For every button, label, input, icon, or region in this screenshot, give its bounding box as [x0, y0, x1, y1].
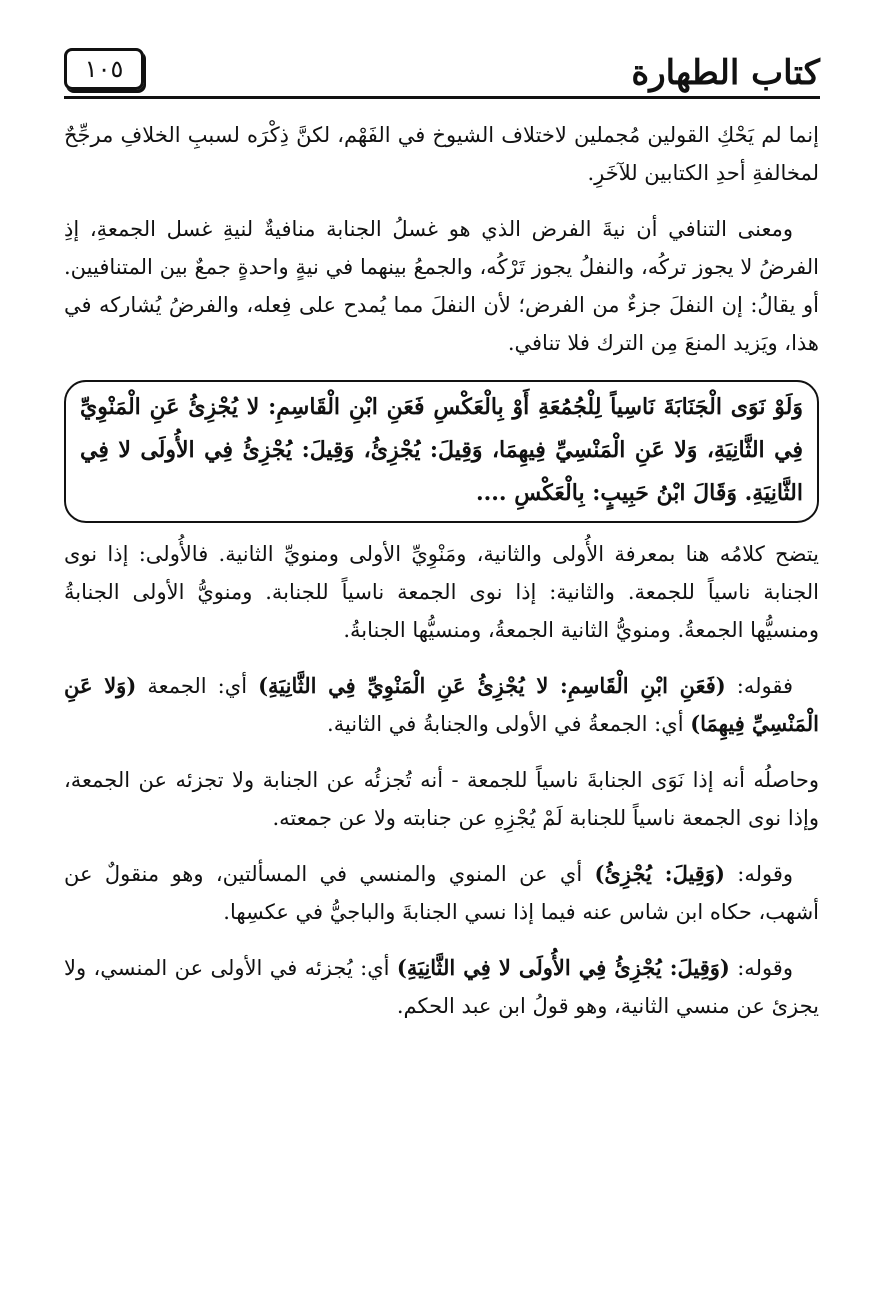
paragraph-3: يتضح كلامُه هنا بمعرفة الأُولى والثانية، ومَنْوِيِّ الأولى ومنويِّ الثانية. فالأُولى: إذا نوى الجنابة ناسياً للجمعة. والثانية: إذا نوى الجمعة ناسياً للجنابة. ومنويُّ الأولى الجنابةُ ومنسيُّها الجمعةُ. ومنويُّ الثانية الجمعةُ، ومنسيُّها الجنابةُ. [64, 542, 819, 642]
matn-box [64, 380, 819, 523]
paragraph-6 [64, 855, 819, 931]
paragraph-4-quote-1: (فَعَنِ ابْنِ الْقَاسِمِ: لا يُجْزِئُ عَنِ الْمَنْوِيِّ فِي الثَّانِيَةِ) [258, 673, 726, 698]
paragraph-4-lead: فقوله: [725, 674, 794, 698]
paragraph-7-quote: (وَقِيلَ: يُجْزِئُ فِي الأُولَى لا فِي الثَّانِيَةِ) [396, 955, 730, 980]
paragraph-4-tail: أي: الجمعةُ في الأولى والجنابةُ في الثانية. [327, 712, 691, 736]
matn-text: وَلَوْ نَوَى الْجَنَابَةَ نَاسِياً لِلْجُمُعَةِ أَوْ بِالْعَكْسِ فَعَنِ ابْنِ الْقَاسِمِ: لا يُجْزِئُ عَنِ الْمَنْوِيِّ فِي الثَّانِيَةِ، وَلا عَنِ الْمَنْسِيِّ فِيهِمَا، وَقِيلَ: يُجْزِئُ، وَقِيلَ: يُجْزِئُ فِي الأُولَى لا فِي الثَّانِيَةِ. وَقَالَ ابْنُ حَبِيبٍ: بِالْعَكْسِ .... [80, 394, 803, 506]
page-number: ١٠٥ [84, 55, 124, 83]
paragraph-4-mid: أي: الجمعة [136, 674, 259, 698]
paragraph-6-lead: وقوله: [724, 862, 793, 886]
header-rule [64, 96, 820, 99]
paragraph-7-tail: أي: يُجزئه في الأولى عن المنسي، ولا يجزئ عن منسي الثانية، وهو قولُ ابن عبد الحكم. [64, 956, 819, 1018]
paragraph-7 [64, 949, 819, 1025]
page-header [64, 48, 820, 98]
page-number-box [64, 48, 144, 90]
paragraph-4 [64, 667, 819, 743]
page-body [64, 116, 819, 1043]
paragraph-6-tail: أي عن المنوي والمنسي في المسألتين، وهو منقولٌ عن أشهب، حكاه ابن شاس عنه فيما إذا نسي الجنابةَ والباجيُّ في عكسِها. [64, 862, 819, 924]
paragraph-7-lead: وقوله: [729, 956, 793, 980]
paragraph-4-quote-2: (وَلا عَنِ الْمَنْسِيِّ فِيهِمَا) [64, 673, 819, 736]
paragraph-6-quote: (وَقِيلَ: يُجْزِئُ) [594, 861, 725, 886]
book-title: كتاب الطهارة [631, 53, 820, 93]
paragraph-5: وحاصلُه أنه إذا نَوَى الجنابةَ ناسياً للجمعة - أنه تُجزئُه عن الجنابة ولا تجزئه عن الجمعة، وإذا نوى الجمعة ناسياً للجنابة لَمْ يُجْزِهِ عن جنابته ولا عن جمعته. [64, 768, 819, 830]
paragraph-2: ومعنى التنافي أن نيةَ الفرض الذي هو غسلُ الجنابة منافيةٌ لنيةِ غسل الجمعةِ، إذِ الفرضُ لا يجوز تركُه، والنفلُ يجوز تَرْكُه، والجمعُ بينهما في نيةٍ واحدةٍ جمعٌ بين المتنافيين. أو يقالُ: إن النفلَ جزءٌ من الفرض؛ لأن النفلَ مما يُمدح على فِعله، والفرضُ يُشاركه في هذا، ويَزيد المنعَ مِن الترك فلا تنافي. [64, 217, 819, 355]
paragraph-1: إنما لم يَحْكِ القولين مُجملين لاختلاف الشيوخ في الفَهْم، لكنَّ ذِكْرَه لسببِ الخلافِ مرجِّحٌ لمخالفةِ أحدِ الكتابين للآخَرِ. [64, 123, 819, 185]
